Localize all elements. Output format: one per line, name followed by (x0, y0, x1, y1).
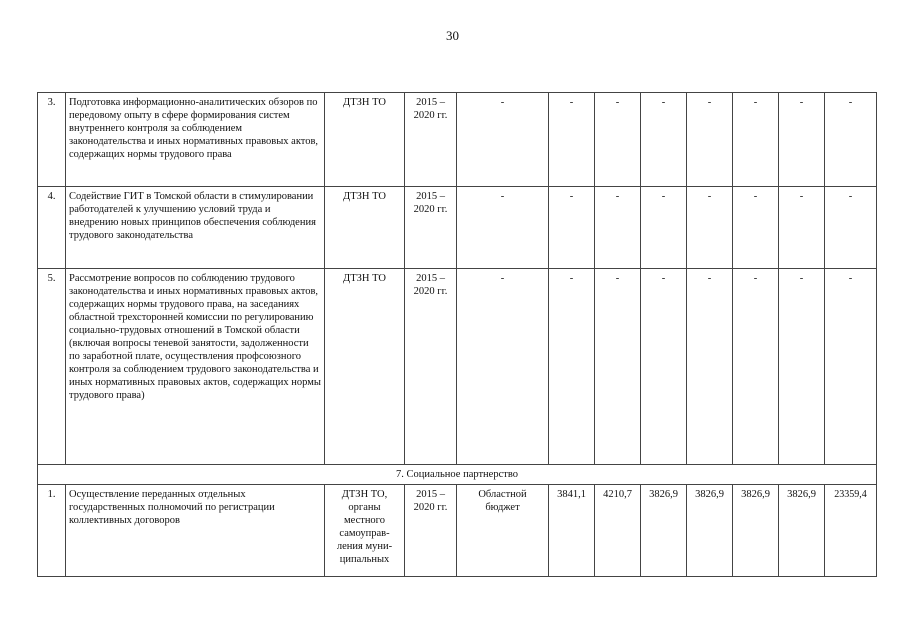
period: 2015 – 2020 гг. (405, 187, 457, 269)
value-cell: - (825, 93, 877, 187)
value-cell: - (779, 269, 825, 465)
funding-source: Областной бюджет (457, 485, 549, 577)
value-cell-total: 23359,4 (825, 485, 877, 577)
table-row (38, 93, 877, 187)
value-cell: - (641, 93, 687, 187)
value-cell: - (549, 187, 595, 269)
value-cell: - (825, 187, 877, 269)
value-cell: 3826,9 (733, 485, 779, 577)
executor: ДТЗН ТО, органы местного самоуправ-ления муни-ципальных (325, 485, 405, 577)
value-cell: - (687, 93, 733, 187)
value-cell: - (687, 269, 733, 465)
value-cell: - (733, 187, 779, 269)
value-cell: - (825, 269, 877, 465)
funding-source: - (457, 187, 549, 269)
executor: ДТЗН ТО (325, 187, 405, 269)
activity-description: Подготовка информационно-аналитических обзоров по передовому опыту в сфере формирования систем внутреннего контроля за соблюдением законодательства и иных нормативных правовых актов, содержащих нормы трудового права (66, 93, 325, 187)
program-table (37, 92, 877, 577)
row-number: 5. (38, 269, 66, 465)
value-cell: - (595, 93, 641, 187)
funding-source: - (457, 269, 549, 465)
value-cell: 3841,1 (549, 485, 595, 577)
value-cell: - (687, 187, 733, 269)
value-cell: - (733, 93, 779, 187)
table-row (38, 485, 877, 577)
section-title: 7. Социальное партнерство (38, 465, 877, 485)
activity-description: Осуществление переданных отдельных государственных полномочий по регистрации коллективных договоров (66, 485, 325, 577)
value-cell: - (549, 93, 595, 187)
period: 2015 – 2020 гг. (405, 269, 457, 465)
value-cell: 3826,9 (687, 485, 733, 577)
table-row (38, 187, 877, 269)
activity-description: Рассмотрение вопросов по соблюдению трудового законодательства и иных нормативных правовых актов, содержащих нормы трудового права, на заседаниях областной трехсторонней комиссии по регулированию социально-трудовых отношений в Томской области (включая вопросы теневой занятости, задолженности по заработной плате, осуществления профсоюзного контроля за соблюдением трудового законодательства и иных нормативных правовых актов, содержащих нормы трудового права) (66, 269, 325, 465)
value-cell: - (733, 269, 779, 465)
period: 2015 – 2020 гг. (405, 485, 457, 577)
row-number: 4. (38, 187, 66, 269)
executor: ДТЗН ТО (325, 93, 405, 187)
value-cell: - (779, 93, 825, 187)
executor: ДТЗН ТО (325, 269, 405, 465)
table-row (38, 269, 877, 465)
value-cell: 3826,9 (779, 485, 825, 577)
value-cell: - (641, 269, 687, 465)
value-cell: - (549, 269, 595, 465)
period: 2015 – 2020 гг. (405, 93, 457, 187)
funding-source: - (457, 93, 549, 187)
row-number: 3. (38, 93, 66, 187)
activity-description: Содействие ГИТ в Томской области в стимулировании работодателей к улучшению условий труда и внедрению новых принципов обеспечения соблюдения трудового законодательства (66, 187, 325, 269)
row-number: 1. (38, 485, 66, 577)
page-number: 30 (446, 28, 459, 43)
value-cell: - (641, 187, 687, 269)
value-cell: - (595, 187, 641, 269)
section-header-row (38, 465, 877, 485)
value-cell: - (595, 269, 641, 465)
value-cell: 3826,9 (641, 485, 687, 577)
value-cell: - (779, 187, 825, 269)
value-cell: 4210,7 (595, 485, 641, 577)
